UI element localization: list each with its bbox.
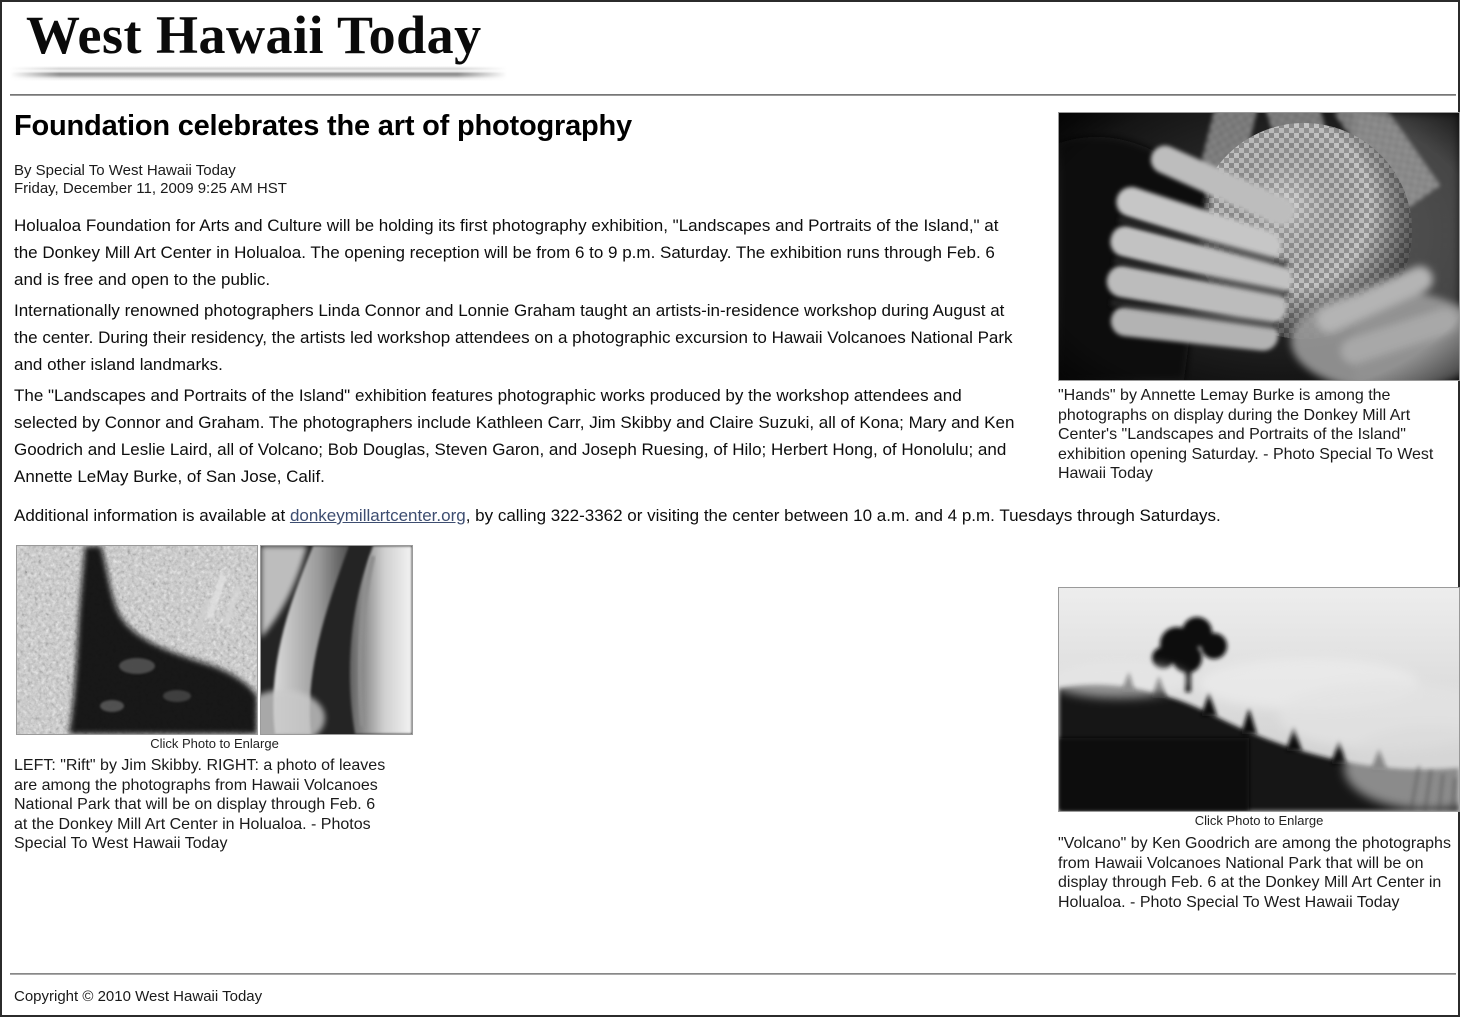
additional-info-suffix: , by calling 322-3362 or visiting the center between 10 a.m. and 4 p.m. Tuesdays through Saturdays.	[465, 506, 1221, 525]
hands-caption: "Hands" by Annette Lemay Burke is among the photographs on display during the Donkey Mill Art Center's "Landscapes and Portraits of the Island" exhibition opening Saturday. - Photo Special To West Hawaii Today	[1058, 387, 1434, 482]
additional-info-paragraph	[14, 502, 1434, 529]
page-title: Foundation celebrates the art of photography	[14, 110, 632, 142]
leaves-photo[interactable]	[260, 545, 413, 735]
rift-photo[interactable]	[16, 545, 258, 735]
dateline: Friday, December 11, 2009 9:25 AM HST	[14, 180, 287, 197]
byline: By Special To West Hawaii Today	[14, 162, 236, 179]
masthead-underline-rule	[10, 66, 507, 81]
volcano-photo[interactable]	[1058, 587, 1460, 812]
enlarge-label-left[interactable]: Click Photo to Enlarge	[150, 736, 279, 751]
body-paragraph-1: Holualoa Foundation for Arts and Culture will be holding its first photography exhibition, "Landscapes and Portraits of the Island," at the Donkey Mill Art Center in Holualoa. The opening reception will be from 6 to 9 p.m. Saturday. The exhibition runs through Feb. 6 and is free and open to the public.	[14, 216, 999, 289]
additional-info-prefix: Additional information is available at	[14, 506, 290, 525]
body-paragraph-3: The "Landscapes and Portraits of the Island" exhibition features photographic works produced by the workshop attendees and selected by Connor and Graham. The photographers include Kathleen Carr, Jim Skibby and Claire Suzuki, all of Kona; Mary and Ken Goodrich and Leslie Laird, all of Volcano; Bob Douglas, Steven Garon, and Joseph Ruesing, of Hilo; Herbert Hong, of Honolulu; and Annette LeMay Burke, of San Jose, Calif.	[14, 386, 1015, 486]
rift-pair-caption: LEFT: "Rift" by Jim Skibby. RIGHT: a photo of leaves are among the photographs from Hawaii Volcanoes National Park that will be on display through Feb. 6 at the Donkey Mill Art Center in Holualoa. - Photos Special To West Hawaii Today	[14, 757, 386, 852]
byline-block	[14, 162, 287, 198]
masthead-logo: West Hawaii Today	[26, 5, 482, 65]
hands-photo[interactable]	[1058, 112, 1460, 381]
hands-photo-image	[1059, 113, 1459, 380]
body-paragraph-2: Internationally renowned photographers Linda Connor and Lonnie Graham taught an artists-in-residence workshop during August at the center. During their residency, the artists led workshop attendees on a photographic excursion to Hawaii Volcanoes National Park and other island landmarks.	[14, 301, 1013, 374]
volcano-photo-image	[1059, 588, 1459, 811]
volcano-caption: "Volcano" by Ken Goodrich are among the photographs from Hawaii Volcanoes National Park that will be on display through Feb. 6 at the Donkey Mill Art Center in Holualoa. - Photo Special To West Hawaii Today	[1058, 835, 1451, 911]
leaves-photo-image	[261, 546, 412, 734]
donkeymill-link[interactable]: donkeymillartcenter.org	[289, 506, 466, 525]
rift-photo-image	[17, 546, 257, 734]
enlarge-label-right[interactable]: Click Photo to Enlarge	[1194, 813, 1324, 828]
copyright-text: Copyright © 2010 West Hawaii Today	[14, 988, 263, 1005]
header-divider	[10, 94, 1456, 96]
footer-divider	[10, 973, 1456, 975]
